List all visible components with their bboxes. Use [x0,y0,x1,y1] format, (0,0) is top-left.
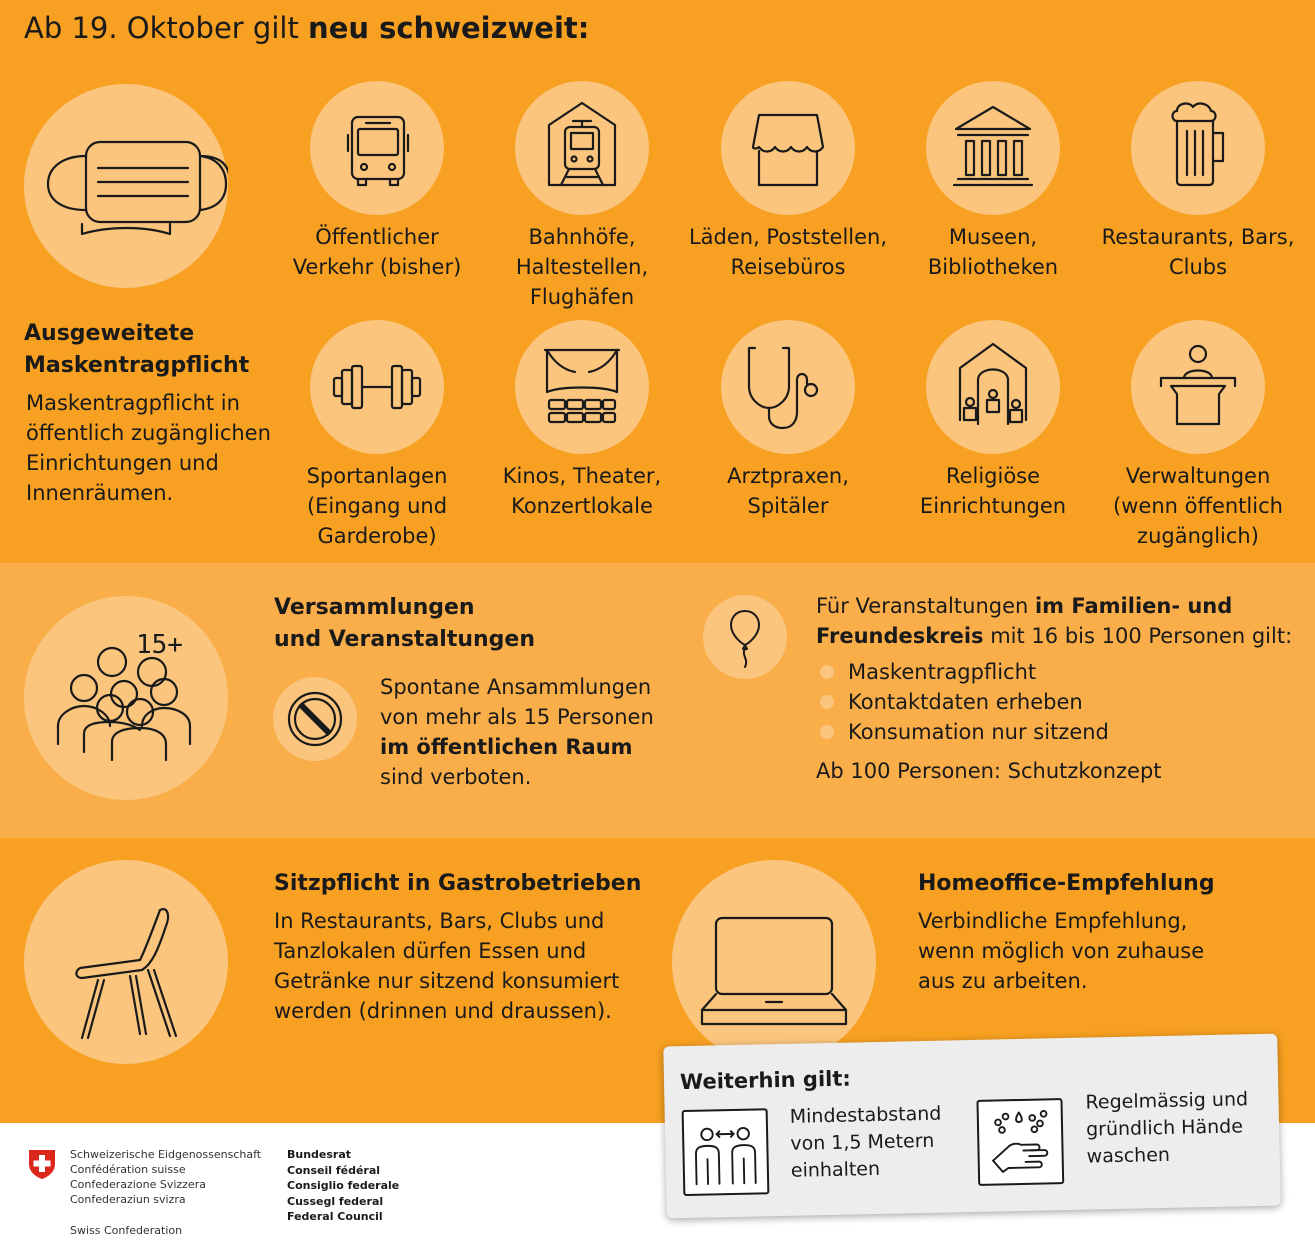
dumbbell-icon [310,320,444,454]
shop-icon [721,81,855,215]
label-shops: Läden, Poststellen, Reisebüros [688,225,888,279]
mask-title: Ausgeweitete Maskentragpflicht [24,321,250,378]
crowd-icon [24,596,228,800]
assembly-title: Versammlungen und Veranstaltungen [274,595,536,652]
mask-icon [24,84,228,288]
family-events-intro: Für Veranstaltungen im Familien- und Freundeskreis mit 16 bis 100 Personen gilt: [816,594,1293,648]
seating-text: In Restaurants, Bars, Clubs und Tanzlokalen dürfen Essen und Getränke nur sitzend konsumiert werden (drinnen und draussen). [274,909,620,1023]
train-station-icon [515,81,649,215]
page-title: Ab 19. Oktober gilt neu schweizweit: [24,11,590,45]
label-stations: Bahnhöfe, Haltestellen, Flughäfen [515,225,649,309]
swiss-coat-of-arms-icon [26,1148,58,1180]
distance-icon [682,1108,770,1196]
list-item: Maskentragpflicht [818,657,1109,687]
bus-icon [310,81,444,215]
label-theaters: Kinos, Theater, Konzertlokale [502,464,662,518]
federation-english: Swiss Confederation [70,1224,183,1237]
label-sports: Sportanlagen (Eingang und Garderobe) [306,464,448,548]
handwash-icon [976,1098,1064,1186]
still-valid-title: Weiterhin gilt: [679,1066,852,1095]
beer-mug-icon [1131,81,1265,215]
label-administration: Verwaltungen (wenn öffentlich zugänglich) [1113,464,1283,548]
chair-icon [24,860,228,1064]
still-valid-card [663,1034,1280,1219]
stethoscope-icon [721,320,855,454]
theater-icon [515,320,649,454]
label-restaurants: Restaurants, Bars, Clubs [1101,225,1295,279]
label-doctors: Arztpraxen, Spitäler [727,464,849,518]
gathering-ban-text: Spontane Ansammlungen von mehr als 15 Personen im öffentlichen Raum sind verboten. [380,675,654,789]
laptop-icon [672,860,876,1064]
homeoffice-title: Homeoffice-Empfehlung [918,871,1215,896]
counter-icon [1131,320,1265,454]
federation-languages: Schweizerische Eidgenossenschaft Confédération suisse Confederazione Svizzera Confederaziun svizra [70,1148,262,1206]
list-item: Kontaktdaten erheben [818,687,1109,717]
list-item: Konsumation nur sitzend [818,717,1109,747]
homeoffice-text: Verbindliche Empfehlung, wenn möglich von zuhause aus zu arbeiten. [918,909,1205,993]
family-events-rules [818,657,1109,747]
mask-description: Maskentragpflicht in öffentlich zugänglichen Einrichtungen und Innenräumen. [26,391,271,505]
label-public-transport: Öffentlicher Verkehr (bisher) [292,225,462,279]
federal-council: Bundesrat Conseil fédéral Consiglio federale Cussegl federal Federal Council [287,1148,400,1223]
distance-text: Mindestabstand von 1,5 Metern einhalten [789,1102,942,1182]
museum-icon [926,81,1060,215]
church-icon [926,320,1060,454]
label-museums: Museen, Bibliotheken [927,225,1059,279]
prohibition-icon [273,677,357,761]
label-religious: Religiöse Einrichtungen [919,464,1067,518]
seating-title: Sitzpflicht in Gastrobetrieben [274,871,642,896]
family-events-footer: Ab 100 Personen: Schutzkonzept [816,759,1162,783]
balloon-icon [703,595,787,679]
handwash-text: Regelmässig und gründlich Hände waschen [1085,1088,1249,1168]
crowd-badge: 15+ [136,630,183,660]
